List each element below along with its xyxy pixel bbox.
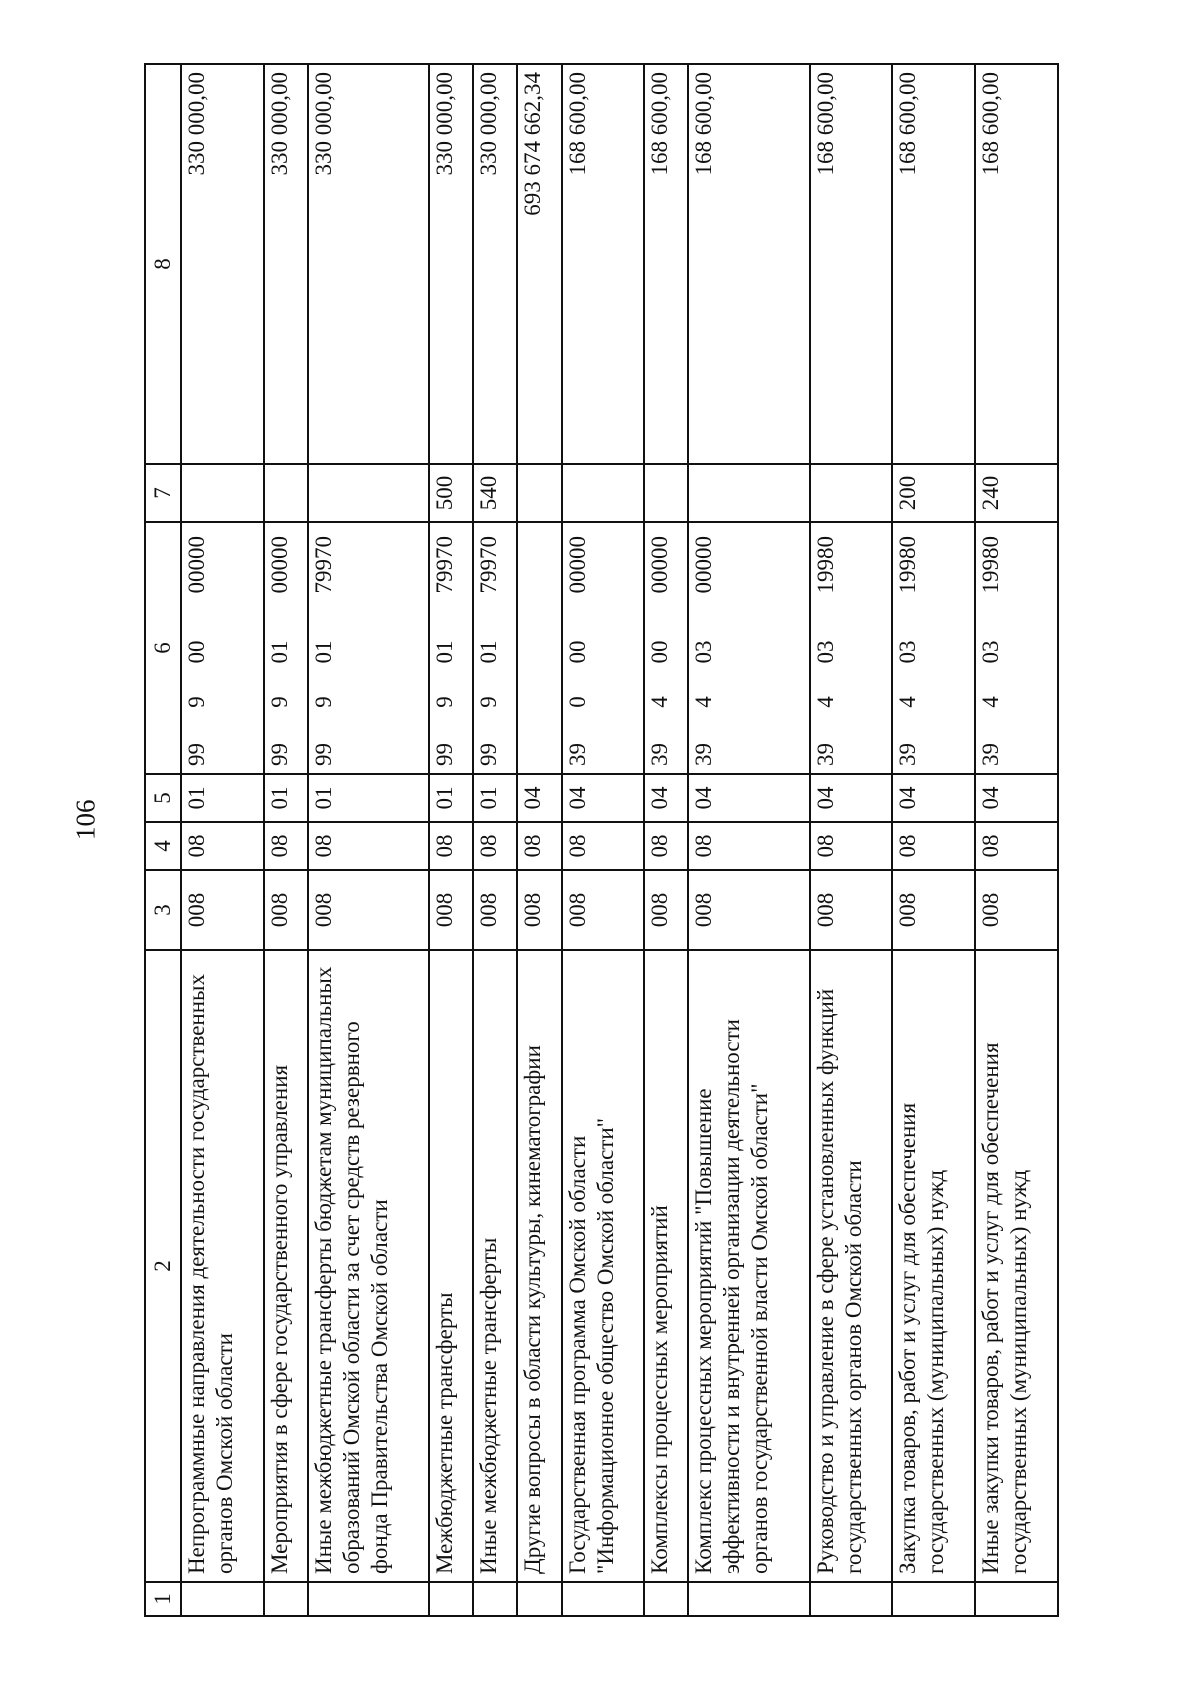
subsection-code-cell: 01 [308, 774, 429, 822]
target-article-code [812, 530, 840, 766]
target-article-cell [688, 522, 809, 774]
target-article-part: 19980 [895, 536, 921, 594]
target-article-cell [975, 522, 1058, 774]
target-article-code [564, 530, 592, 766]
subsection-code-cell: 04 [562, 774, 645, 822]
target-article-cell [308, 522, 429, 774]
ministry-code-cell: 008 [181, 870, 264, 950]
column-header: 6 [145, 522, 181, 774]
target-article-part: 99 [184, 743, 209, 766]
target-article-code [894, 530, 922, 766]
section-code-cell: 08 [264, 822, 308, 870]
subsection-code-cell: 04 [517, 774, 561, 822]
item-name-cell: Непрограммные направления деятельности государственных органов Омской области [181, 950, 264, 1582]
ministry-code-cell: 008 [644, 870, 688, 950]
expense-type-cell [644, 464, 688, 522]
target-article-part: 39 [691, 743, 717, 766]
target-article-part: 99 [310, 743, 336, 766]
amount-cell: 168 600,00 [810, 64, 893, 464]
amount-cell: 168 600,00 [688, 64, 809, 464]
target-article-cell [429, 522, 473, 774]
target-article-part: 01 [432, 640, 458, 664]
target-article-cell [644, 522, 688, 774]
amount-cell: 330 000,00 [308, 64, 429, 464]
column-header: 1 [145, 1582, 181, 1616]
target-article-part: 03 [691, 640, 717, 664]
section-code-cell: 08 [517, 822, 561, 870]
row-number-cell [308, 1582, 429, 1616]
target-article-part: 01 [266, 640, 292, 664]
target-article-part: 00 [647, 640, 673, 664]
target-article-code [431, 530, 459, 766]
ministry-code-cell: 008 [473, 870, 517, 950]
item-name-cell: Другие вопросы в области культуры, кинематографии [517, 950, 561, 1582]
row-number-cell [517, 1582, 561, 1616]
subsection-code-cell: 04 [892, 774, 975, 822]
target-article-cell [517, 522, 561, 774]
target-article-part: 39 [564, 743, 590, 766]
table-body [181, 64, 1058, 1616]
ministry-code-cell: 008 [308, 870, 429, 950]
table-row [562, 64, 645, 1616]
amount-cell: 330 000,00 [473, 64, 517, 464]
section-code-cell: 08 [892, 822, 975, 870]
table-row [975, 64, 1058, 1616]
target-article-part: 39 [978, 743, 1004, 766]
expense-type-cell: 500 [429, 464, 473, 522]
expense-type-cell [181, 464, 264, 522]
section-code-cell: 08 [644, 822, 688, 870]
row-number-cell [644, 1582, 688, 1616]
section-code-cell: 08 [308, 822, 429, 870]
expense-type-cell [517, 464, 561, 522]
amount-cell: 693 674 662,34 [517, 64, 561, 464]
subsection-code-cell: 04 [975, 774, 1058, 822]
item-name-cell: Межбюджетные трансферты [429, 950, 473, 1582]
target-article-part: 00000 [691, 536, 717, 594]
row-number-cell [810, 1582, 893, 1616]
item-name-cell: Иные межбюджетные трансферты бюджетам муниципальных образований Омской области за счет средств резервного фонда Правительства Омской области [308, 950, 429, 1582]
target-article-part: 99 [266, 743, 292, 766]
target-article-part: 00000 [564, 536, 590, 594]
table-row [264, 64, 308, 1616]
ministry-code-cell: 008 [517, 870, 561, 950]
ministry-code-cell: 008 [264, 870, 308, 950]
row-number-cell [562, 1582, 645, 1616]
target-article-part: 99 [432, 743, 458, 766]
subsection-code-cell: 04 [810, 774, 893, 822]
table-row [429, 64, 473, 1616]
table-row [473, 64, 517, 1616]
ministry-code-cell: 008 [688, 870, 809, 950]
row-number-cell [429, 1582, 473, 1616]
column-header: 3 [145, 870, 181, 950]
target-article-code [310, 530, 338, 766]
target-article-part: 9 [266, 696, 292, 708]
ministry-code-cell: 008 [892, 870, 975, 950]
target-article-part: 4 [691, 696, 717, 708]
target-article-part: 9 [432, 696, 458, 708]
target-article-part: 19980 [812, 536, 838, 594]
target-article-code [690, 530, 718, 766]
expense-type-cell [688, 464, 809, 522]
target-article-part: 39 [895, 743, 921, 766]
section-code-cell: 08 [429, 822, 473, 870]
item-name-cell: Комплекс процессных мероприятий "Повышение эффективности и внутренней организации деятельности органов государственной власти Омской области" [688, 950, 809, 1582]
target-article-part: 00000 [266, 536, 292, 594]
table-row [688, 64, 809, 1616]
amount-cell: 168 600,00 [892, 64, 975, 464]
item-name-cell: Государственная программа Омской области "Информационное общество Омской области" [562, 950, 645, 1582]
ministry-code-cell: 008 [810, 870, 893, 950]
ministry-code-cell: 008 [975, 870, 1058, 950]
target-article-part: 4 [895, 696, 921, 708]
item-name-cell: Иные закупки товаров, работ и услуг для обеспечения государственных (муниципальных) нужд [975, 950, 1058, 1582]
item-name-cell: Иные межбюджетные трансферты [473, 950, 517, 1582]
target-article-part: 00000 [184, 536, 209, 594]
item-name-cell: Комплексы процессных мероприятий [644, 950, 688, 1582]
ministry-code-cell: 008 [562, 870, 645, 950]
subsection-code-cell: 01 [429, 774, 473, 822]
table-row [308, 64, 429, 1616]
expense-type-cell: 200 [892, 464, 975, 522]
target-article-part: 4 [647, 696, 673, 708]
row-number-cell [975, 1582, 1058, 1616]
rotated-table-wrapper [144, 65, 1059, 1617]
section-code-cell: 08 [473, 822, 517, 870]
column-header: 7 [145, 464, 181, 522]
subsection-code-cell: 01 [181, 774, 264, 822]
column-header: 2 [145, 950, 181, 1582]
amount-cell: 330 000,00 [181, 64, 264, 464]
target-article-part: 79970 [432, 536, 458, 594]
target-article-part: 39 [812, 743, 838, 766]
target-article-part: 0 [564, 696, 590, 708]
subsection-code-cell: 04 [688, 774, 809, 822]
table-row [181, 64, 264, 1616]
expense-type-cell [308, 464, 429, 522]
target-article-part: 9 [310, 696, 336, 708]
target-article-cell [892, 522, 975, 774]
amount-cell: 168 600,00 [562, 64, 645, 464]
amount-cell: 168 600,00 [975, 64, 1058, 464]
target-article-part: 01 [310, 640, 336, 664]
subsection-code-cell: 01 [473, 774, 517, 822]
target-article-part: 00000 [647, 536, 673, 594]
table-row [892, 64, 975, 1616]
subsection-code-cell: 04 [644, 774, 688, 822]
amount-cell: 168 600,00 [644, 64, 688, 464]
target-article-part: 01 [476, 640, 502, 664]
target-article-part: 03 [812, 640, 838, 664]
row-number-cell [264, 1582, 308, 1616]
table-row [644, 64, 688, 1616]
expense-type-cell [264, 464, 308, 522]
expense-type-cell [562, 464, 645, 522]
page-number: 106 [70, 799, 101, 840]
target-article-part: 4 [812, 696, 838, 708]
target-article-cell [810, 522, 893, 774]
target-article-part: 00 [564, 640, 590, 664]
column-header: 8 [145, 64, 181, 464]
target-article-part: 99 [476, 743, 502, 766]
column-header: 5 [145, 774, 181, 822]
amount-cell: 330 000,00 [429, 64, 473, 464]
row-number-cell [892, 1582, 975, 1616]
target-article-part: 19980 [978, 536, 1004, 594]
target-article-part: 79970 [476, 536, 502, 594]
expense-type-cell: 540 [473, 464, 517, 522]
target-article-code [646, 530, 674, 766]
table-row [810, 64, 893, 1616]
subsection-code-cell: 01 [264, 774, 308, 822]
target-article-cell [562, 522, 645, 774]
target-article-cell [264, 522, 308, 774]
target-article-code [183, 530, 211, 766]
target-article-part: 9 [476, 696, 502, 708]
column-header: 4 [145, 822, 181, 870]
header-row [145, 64, 181, 1616]
target-article-part: 03 [895, 640, 921, 664]
target-article-part: 9 [184, 696, 209, 708]
section-code-cell: 08 [181, 822, 264, 870]
target-article-part: 4 [978, 696, 1004, 708]
item-name-cell: Закупка товаров, работ и услуг для обеспечения государственных (муниципальных) нужд [892, 950, 975, 1582]
target-article-cell [473, 522, 517, 774]
target-article-code [266, 530, 294, 766]
section-code-cell: 08 [810, 822, 893, 870]
amount-cell: 330 000,00 [264, 64, 308, 464]
target-article-cell [181, 522, 264, 774]
item-name-cell: Руководство и управление в сфере установленных функций государственных органов Омской области [810, 950, 893, 1582]
target-article-code [977, 530, 1005, 766]
row-number-cell [688, 1582, 809, 1616]
expense-type-cell [810, 464, 893, 522]
target-article-part: 79970 [310, 536, 336, 594]
row-number-cell [181, 1582, 264, 1616]
target-article-part: 39 [647, 743, 673, 766]
target-article-part: 03 [978, 640, 1004, 664]
expense-type-cell: 240 [975, 464, 1058, 522]
target-article-code [475, 530, 503, 766]
row-number-cell [473, 1582, 517, 1616]
section-code-cell: 08 [975, 822, 1058, 870]
budget-table [144, 63, 1059, 1617]
table-row [517, 64, 561, 1616]
section-code-cell: 08 [562, 822, 645, 870]
target-article-part: 00 [184, 640, 209, 664]
section-code-cell: 08 [688, 822, 809, 870]
item-name-cell: Мероприятия в сфере государственного управления [264, 950, 308, 1582]
ministry-code-cell: 008 [429, 870, 473, 950]
